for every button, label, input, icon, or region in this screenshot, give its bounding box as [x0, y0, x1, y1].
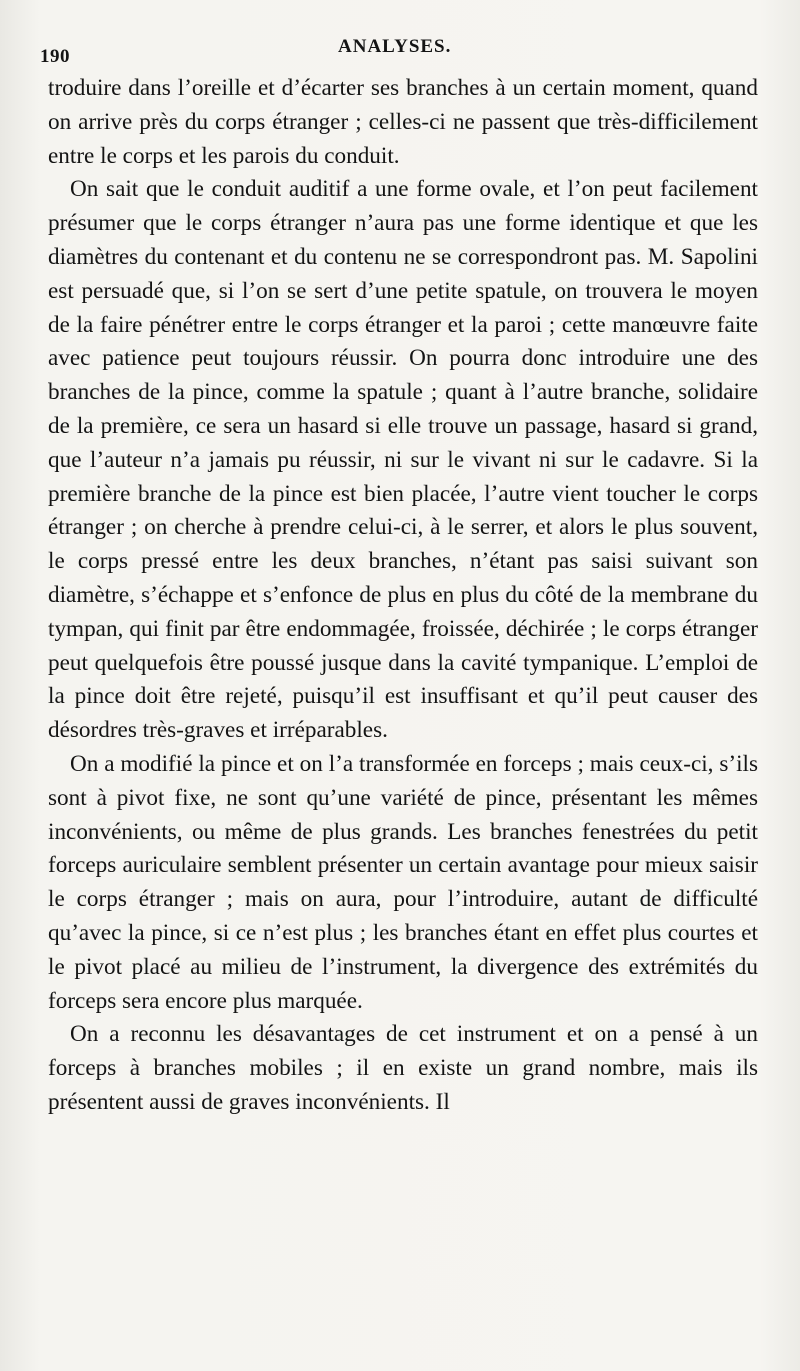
paragraph: On a modifié la pince et on l’a transformée en forceps ; mais ceux-ci, s’ils sont à pivot fixe, ne sont qu’une variété de pince, présentant les mêmes inconvénients, ou même de plus grands. Les branches fenestrées du petit forceps auriculaire semblent présenter un certain avantage pour mieux saisir le corps étranger ; mais on aura, pour l’introduire, autant de difficulté qu’avec la pince, si ce n’est plus ; les branches étant en effet plus courtes et le pivot placé au milieu de l’instrument, la divergence des extrémités du forceps sera encore plus marquée. — [48, 750, 758, 1014]
page-number: 190 — [40, 46, 70, 67]
paragraph: On a reconnu les désavantages de cet instrument et on a pensé à un forceps à branches mobiles ; il en existe un grand nombre, mais ils présentent aussi de graves inconvénients. Il — [48, 1021, 758, 1115]
paragraph: On sait que le conduit auditif a une forme ovale, et l’on peut facilement présumer que le corps étranger n’aura pas une forme identique et que les diamètres du contenant et du contenu ne se correspondront pas. M. Sapolini est persuadé que, si l’on se sert d’une petite spatule, on trouvera le moyen de la faire pénétrer entre le corps étranger et la paroi ; cette manœuvre faite avec patience peut toujours réussir. On pourra donc introduire une des branches de la pince, comme la spatule ; quant à l’autre branche, solidaire de la première, ce sera un hasard si elle trouve un passage, hasard si grand, que l’auteur n’a jamais pu réussir, ni sur le vivant ni sur le cadavre. Si la première branche de la pince est bien placée, l’autre vient toucher le corps étranger ; on cherche à prendre celui-ci, à le serrer, et alors le plus souvent, le corps pressé entre les deux branches, n’étant pas saisi suivant son diamètre, s’échappe et s’enfonce de plus en plus du côté de la membrane du tympan, qui finit par être endommagée, froissée, déchirée ; le corps étranger peut quelquefois être poussé jusque dans la cavité tympanique. L’emploi de la pince doit être rejeté, puisqu’il est insuffisant et qu’il peut causer des désordres très-graves et irréparables. — [48, 176, 758, 744]
paragraph-continuation: troduire dans l’oreille et d’écarter ses branches à un certain moment, quand on arrive près du corps étranger ; celles-ci ne passent que très-difficilement entre le corps et les parois du conduit. — [48, 75, 758, 169]
running-title: ANALYSES. — [338, 36, 452, 57]
running-head — [40, 32, 758, 72]
body-text — [48, 72, 758, 1120]
